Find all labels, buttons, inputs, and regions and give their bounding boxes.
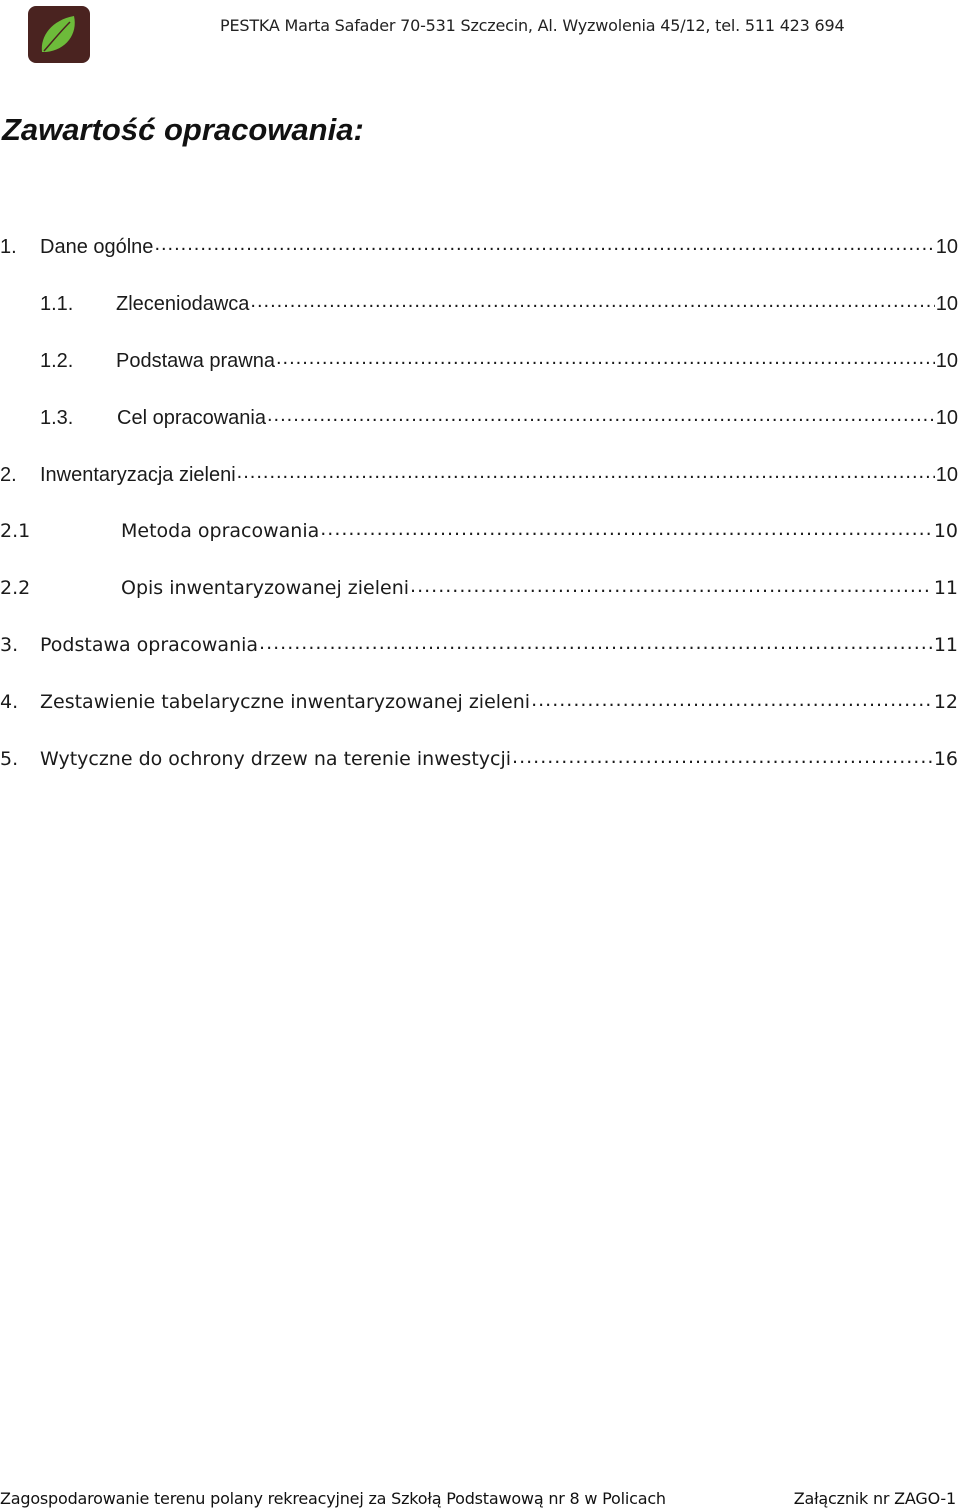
toc-leader (267, 404, 935, 424)
toc-title: Opis inwentaryzowanej zieleni (121, 577, 410, 599)
toc-entry[interactable] (0, 290, 958, 320)
toc-entry[interactable] (0, 233, 958, 263)
toc-page: 10 (935, 350, 958, 372)
toc-page: 10 (935, 293, 958, 315)
toc-leader (410, 575, 933, 594)
company-header: PESTKA Marta Safader 70-531 Szczecin, Al. Wyzwolenia 45/12, tel. 511 423 694 (220, 16, 845, 35)
toc-number: 4. (0, 691, 19, 713)
toc-page: 12 (933, 691, 958, 713)
toc-title: Zestawienie tabelaryczne inwentaryzowanej zieleni (40, 691, 531, 713)
toc-number: 1.2. (40, 350, 74, 372)
toc-entry[interactable] (0, 689, 958, 719)
toc-title: Dane ogólne (40, 236, 154, 258)
toc-leader (237, 461, 935, 481)
toc-number: 2.2 (0, 577, 31, 599)
toc-title: Podstawa prawna (116, 350, 275, 372)
page-title: Zawartość opracowania: (2, 112, 364, 147)
toc-number: 5. (0, 748, 19, 770)
toc-entry[interactable] (0, 461, 958, 491)
toc-entry[interactable] (0, 575, 958, 605)
toc-number: 1. (0, 236, 17, 258)
toc-entry[interactable] (0, 347, 958, 377)
toc-title: Cel opracowania (117, 407, 266, 429)
toc-leader (250, 290, 934, 310)
toc-page: 10 (935, 407, 958, 429)
toc-number: 2. (0, 464, 17, 486)
leaf-logo-icon (28, 6, 90, 63)
toc-leader (154, 233, 934, 253)
toc-page: 10 (935, 464, 958, 486)
toc-number: 2.1 (0, 520, 31, 542)
toc-number: 1.1. (40, 293, 74, 315)
toc-page: 11 (933, 577, 958, 599)
toc-page: 16 (933, 748, 958, 770)
toc-page: 11 (933, 634, 958, 656)
toc-title: Wytyczne do ochrony drzew na terenie inwestycji (40, 748, 512, 770)
toc-entry[interactable] (0, 632, 958, 662)
toc-page: 10 (933, 520, 958, 542)
toc-entry[interactable] (0, 746, 958, 776)
toc-number: 3. (0, 634, 19, 656)
toc-title: Metoda opracowania (121, 520, 320, 542)
toc-title: Zleceniodawca (116, 293, 250, 315)
toc-entry[interactable] (0, 518, 958, 548)
toc-title: Inwentaryzacja zieleni (40, 464, 236, 486)
footer-project-title: Zagospodarowanie terenu polany rekreacyjnej za Szkołą Podstawową nr 8 w Policach (0, 1489, 666, 1508)
toc-title: Podstawa opracowania (40, 634, 259, 656)
toc-leader (531, 689, 933, 708)
toc-leader (320, 518, 933, 537)
toc-entry[interactable] (0, 404, 958, 434)
toc-page: 10 (935, 236, 958, 258)
toc-leader (512, 746, 933, 765)
toc-leader (259, 632, 933, 651)
toc-number: 1.3. (40, 407, 74, 429)
footer-attachment-number: Załącznik nr ZAGO-1 (793, 1489, 956, 1508)
toc-leader (276, 347, 935, 367)
